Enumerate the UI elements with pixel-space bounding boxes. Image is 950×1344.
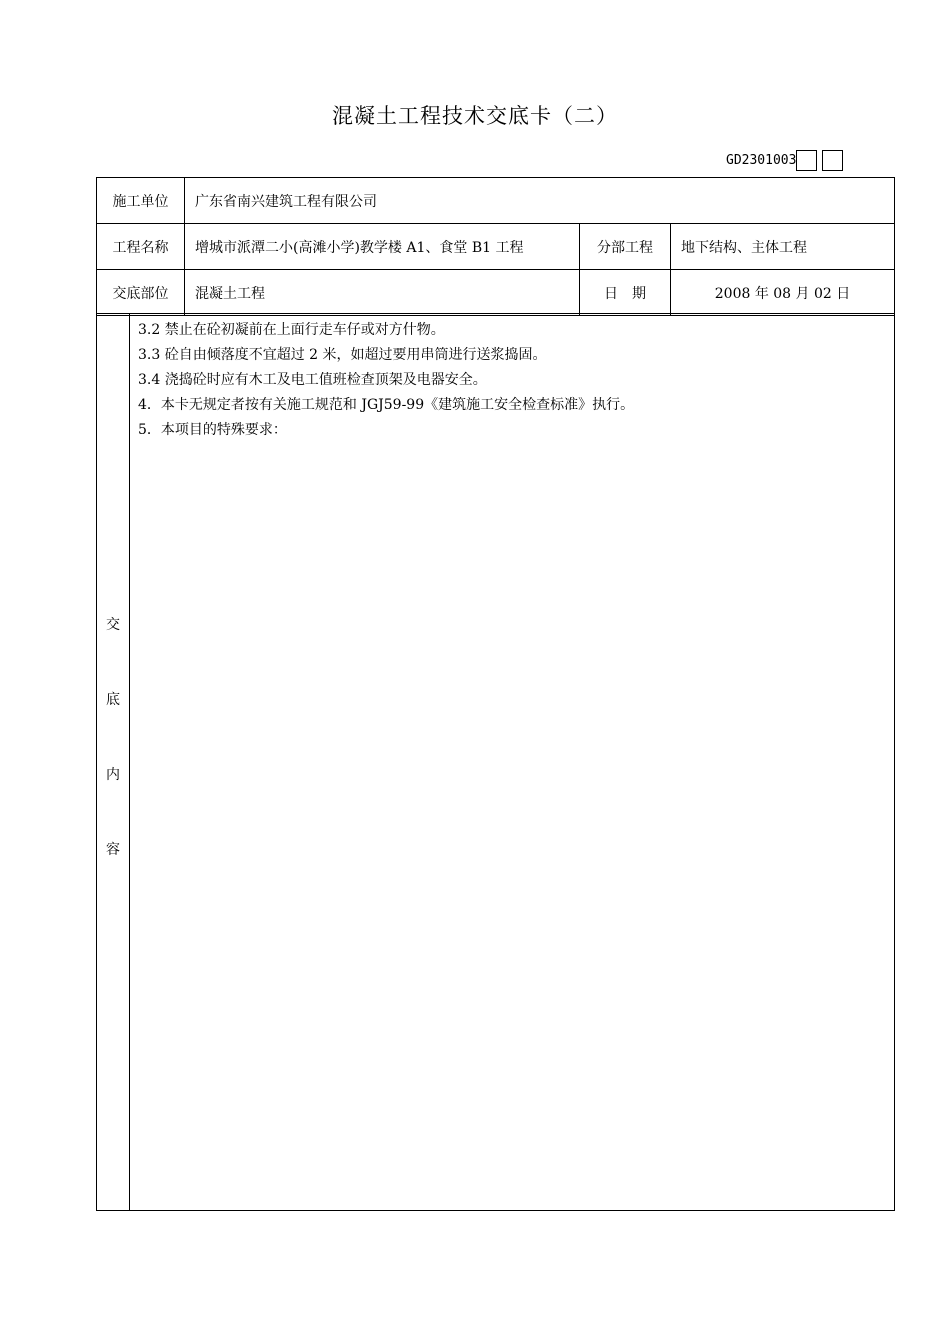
- content-line: 4．本卡无规定者按有关施工规范和 JGJ59-99《建筑施工安全检查标准》执行。: [138, 397, 635, 413]
- content-body: [130, 314, 895, 1211]
- project-row: [97, 224, 895, 270]
- content-line: 3.4 浇捣砼时应有木工及电工值班检查顶架及电器安全。: [138, 372, 487, 388]
- content-line: 5．本项目的特殊要求：: [138, 422, 287, 438]
- project-value: 增城市派潭二小(高滩小学)教学楼 A1、食堂 B1 工程: [185, 224, 580, 270]
- unit-label: 施工单位: [97, 178, 185, 224]
- part-row: [97, 270, 895, 316]
- subproject-value: 地下结构、主体工程: [671, 224, 895, 270]
- side-label-char: 交: [106, 617, 120, 633]
- content-side-label: [97, 314, 130, 1211]
- content-line: 3.3 砼自由倾落度不宜超过 2 米，如超过要用串筒进行送浆捣固。: [138, 347, 547, 363]
- project-label: 工程名称: [97, 224, 185, 270]
- document-code: GD2301003: [726, 152, 797, 168]
- date-value: 2008 年 08 月 02 日: [671, 270, 895, 316]
- unit-row: [97, 178, 895, 224]
- date-label: 日 期: [580, 270, 671, 316]
- side-label-char: 底: [106, 692, 120, 708]
- content-line: 3.2 禁止在砼初凝前在上面行走车仔或对方什物。: [138, 322, 445, 338]
- disclosure-card-table: [96, 177, 895, 316]
- side-label-char: 容: [106, 842, 120, 858]
- code-checkbox-1[interactable]: [796, 150, 817, 171]
- disclosure-content-table: [96, 313, 895, 1211]
- document-code-row: [726, 148, 843, 172]
- part-label: 交底部位: [97, 270, 185, 316]
- page-title: 混凝土工程技术交底卡（二）: [332, 104, 618, 128]
- subproject-label: 分部工程: [580, 224, 671, 270]
- code-checkbox-2[interactable]: [822, 150, 843, 171]
- unit-value: 广东省南兴建筑工程有限公司: [185, 178, 895, 224]
- part-value: 混凝土工程: [185, 270, 580, 316]
- side-label-char: 内: [106, 767, 120, 783]
